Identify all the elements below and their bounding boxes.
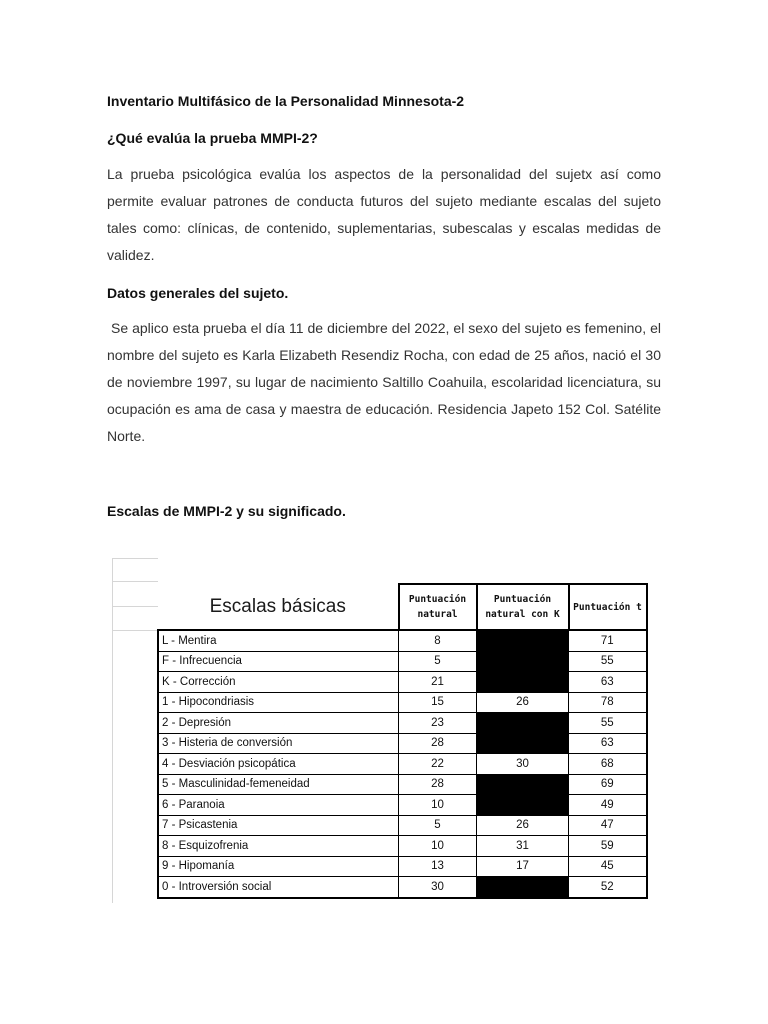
scale-name-cell: L - Mentira	[158, 630, 399, 651]
t-score-cell: 47	[569, 815, 647, 836]
natural-k-score-cell: 31	[477, 836, 569, 857]
t-score-cell: 63	[569, 733, 647, 754]
t-score-cell: 55	[569, 651, 647, 672]
scale-name-cell: 9 - Hipomanía	[158, 856, 399, 877]
natural-k-score-cell	[477, 672, 569, 693]
paragraph-evaluation: La prueba psicológica evalúa los aspectos de la personalidad del sujetx así como permite evaluar patrones de conducta futuros del sujeto mediante escalas del sujeto tales como: clínicas, de contenido, suplementarias, subescalas y escalas medidas de validez.	[107, 166, 661, 263]
table-row	[158, 754, 647, 775]
scale-name-cell: K - Corrección	[158, 672, 399, 693]
table-header-row	[158, 584, 647, 630]
table-row	[158, 774, 647, 795]
t-score-cell: 78	[569, 692, 647, 713]
document-title: Inventario Multifásico de la Personalidad Minnesota-2	[107, 93, 465, 109]
column-header-natural: Puntuación natural	[399, 584, 477, 630]
natural-k-score-cell	[477, 733, 569, 754]
scale-name-cell: 0 - Introversión social	[158, 877, 399, 898]
sheet-gridline	[112, 581, 158, 582]
t-score-cell: 45	[569, 856, 647, 877]
scale-name-cell: 5 - Masculinidad-femeneidad	[158, 774, 399, 795]
section-heading-evaluation: ¿Qué evalúa la prueba MMPI-2?	[107, 130, 318, 146]
natural-k-score-cell: 26	[477, 692, 569, 713]
table-row	[158, 856, 647, 877]
natural-score-cell: 23	[399, 713, 477, 734]
table-row	[158, 815, 647, 836]
scale-name-cell: 7 - Psicastenia	[158, 815, 399, 836]
scale-name-cell: 3 - Histeria de conversión	[158, 733, 399, 754]
natural-score-cell: 28	[399, 774, 477, 795]
natural-k-score-cell: 26	[477, 815, 569, 836]
natural-score-cell: 10	[399, 795, 477, 816]
scale-name-cell: 1 - Hipocondriasis	[158, 692, 399, 713]
t-score-cell: 71	[569, 630, 647, 651]
table-row	[158, 877, 647, 898]
column-header-t: Puntuación t	[569, 584, 647, 630]
t-score-cell: 55	[569, 713, 647, 734]
natural-score-cell: 15	[399, 692, 477, 713]
t-score-cell: 63	[569, 672, 647, 693]
t-score-cell: 49	[569, 795, 647, 816]
column-header-natural-k: Puntuación natural con K	[477, 584, 569, 630]
table-row	[158, 836, 647, 857]
scale-name-cell: 4 - Desviación psicopática	[158, 754, 399, 775]
natural-score-cell: 13	[399, 856, 477, 877]
natural-score-cell: 5	[399, 815, 477, 836]
natural-score-cell: 28	[399, 733, 477, 754]
t-score-cell: 52	[569, 877, 647, 898]
table-row	[158, 630, 647, 651]
natural-k-score-cell	[477, 713, 569, 734]
t-score-cell: 59	[569, 836, 647, 857]
natural-k-score-cell	[477, 630, 569, 651]
natural-score-cell: 30	[399, 877, 477, 898]
table-row	[158, 795, 647, 816]
natural-score-cell: 10	[399, 836, 477, 857]
t-score-cell: 68	[569, 754, 647, 775]
sheet-gridline	[112, 558, 113, 903]
natural-k-score-cell	[477, 651, 569, 672]
table-row	[158, 672, 647, 693]
natural-score-cell: 8	[399, 630, 477, 651]
sheet-gridline	[112, 630, 158, 631]
natural-score-cell: 22	[399, 754, 477, 775]
natural-k-score-cell: 17	[477, 856, 569, 877]
mmpi-scales-table	[157, 583, 648, 899]
scale-name-cell: 8 - Esquizofrenia	[158, 836, 399, 857]
table-row	[158, 692, 647, 713]
section-heading-scales: Escalas de MMPI-2 y su significado.	[107, 503, 346, 519]
table-row	[158, 713, 647, 734]
sheet-gridline	[112, 606, 158, 607]
t-score-cell: 69	[569, 774, 647, 795]
section-heading-subject-data: Datos generales del sujeto.	[107, 285, 289, 301]
scale-name-cell: 6 - Paranoia	[158, 795, 399, 816]
table-row	[158, 651, 647, 672]
natural-k-score-cell	[477, 795, 569, 816]
scale-name-cell: F - Infrecuencia	[158, 651, 399, 672]
sheet-gridline	[112, 558, 158, 559]
table-row	[158, 733, 647, 754]
natural-k-score-cell: 30	[477, 754, 569, 775]
natural-k-score-cell	[477, 774, 569, 795]
scale-name-cell: 2 - Depresión	[158, 713, 399, 734]
natural-score-cell: 21	[399, 672, 477, 693]
natural-score-cell: 5	[399, 651, 477, 672]
table-title: Escalas básicas	[158, 584, 399, 630]
natural-k-score-cell	[477, 877, 569, 898]
paragraph-subject-data: Se aplico esta prueba el día 11 de diciembre del 2022, el sexo del sujeto es femenino, el nombre del sujeto es Karla Elizabeth Resendiz Rocha, con edad de 25 años, nació el 30 de noviembre 1997, su lugar de nacimiento Saltillo Coahuila, escolaridad licenciatura, su ocupación es ama de casa y maestra de educación. Residencia Japeto 152 Col. Satélite Norte.	[107, 320, 665, 444]
